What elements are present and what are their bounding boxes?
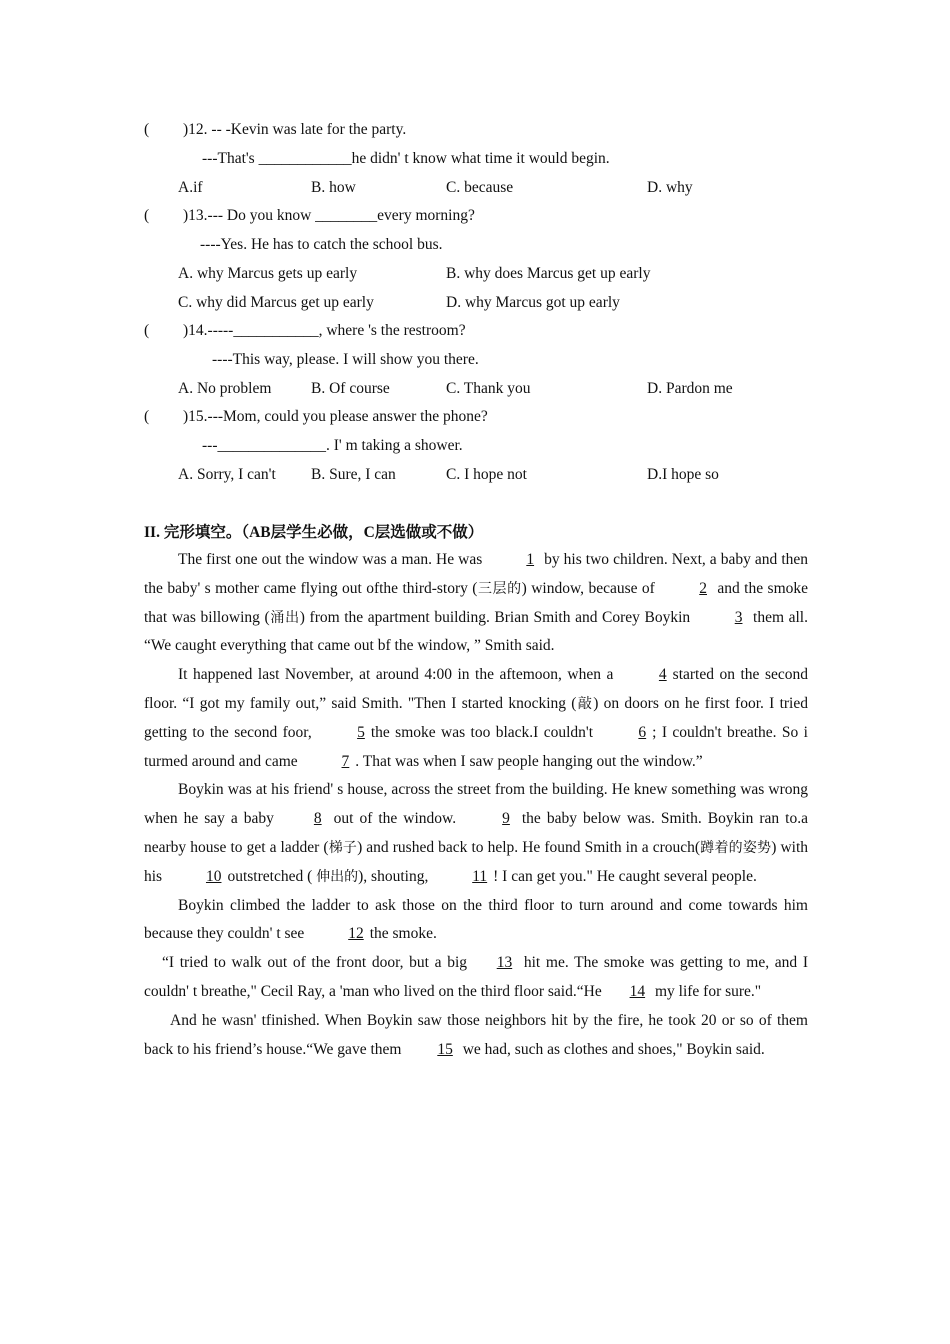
blank-5: 5 xyxy=(357,723,365,741)
paragraph-4: Boykin climbed the ladder to ask those on the third floor to turn around and come towards him because they couldn' t see 12 the smoke. xyxy=(144,892,808,950)
paragraph-3: Boykin was at his friend' s house, across the street from the building. He knew something was wrong when he say a baby 8 out of the window. 9 the baby below was. Smith. Boykin ran to.a nearby house to get a ladder (梯子) and rushed back to help. He found Smith in a crouch(蹲着的姿势) with his 10 outstretched ( 伸出的), shouting, 11 ! I can get you." He caught several people. xyxy=(144,776,808,891)
question-reply: ----Yes. He has to catch the school bus. xyxy=(200,236,443,253)
paragraph-5: “I tried to walk out of the front door, but a big 13 hit me. The smoke was getting to me, and I couldn' t breathe," Cecil Ray, a 'man who lived on the third floor said.“He 14 my life for sure." xyxy=(144,949,808,1007)
blank-14: 14 xyxy=(629,982,646,1000)
paragraph-6: And he wasn' tfinished. When Boykin saw those neighbors hit by the fire, he took 20 or so of them back to his friend’s house.“We gave them 15 we had, such as clothes and shoes," Boykin said. xyxy=(144,1007,808,1065)
blank-9: 9 xyxy=(502,810,510,828)
blank-13: 13 xyxy=(496,954,513,972)
option-c: C. I hope not xyxy=(446,466,527,483)
blank-2: 2 xyxy=(699,579,707,597)
answer-paren: ( xyxy=(144,207,150,224)
option-c: C. Thank you xyxy=(446,380,531,397)
option-a: A.if xyxy=(178,179,203,196)
option-d: D. why Marcus got up early xyxy=(446,294,620,311)
question-stem: )14.-----___________, where 's the restroom? xyxy=(183,322,466,339)
blank-6: 6 xyxy=(638,723,647,741)
question-reply: ---______________. I' m taking a shower. xyxy=(202,437,463,454)
option-b: B. how xyxy=(311,179,356,196)
question-stem: )13.--- Do you know ________every morning? xyxy=(183,207,475,224)
option-d: D. why xyxy=(647,179,693,196)
cloze-passage xyxy=(144,546,808,1064)
option-d: D. Pardon me xyxy=(647,380,733,397)
section-heading: II. 完形填空。（AB层学生必做，C层选做或不做） xyxy=(144,524,484,541)
option-a: A. No problem xyxy=(178,380,272,397)
blank-10: 10 xyxy=(205,867,222,885)
blank-12: 12 xyxy=(348,925,364,943)
blank-8: 8 xyxy=(313,810,322,828)
blank-4: 4 xyxy=(658,666,667,684)
option-b: B. Of course xyxy=(311,380,390,397)
question-reply: ----This way, please. I will show you there. xyxy=(212,351,479,368)
answer-paren: ( xyxy=(144,322,150,339)
question-stem: )15.---Mom, could you please answer the phone? xyxy=(183,408,488,425)
blank-7: 7 xyxy=(341,752,350,770)
option-b: B. Sure, I can xyxy=(311,466,396,483)
option-b: B. why does Marcus get up early xyxy=(446,265,651,282)
option-a: A. Sorry, I can't xyxy=(178,466,276,483)
question-stem: )12. -- -Kevin was late for the party. xyxy=(183,121,407,138)
blank-3: 3 xyxy=(734,608,743,626)
paragraph-1: The first one out the window was a man. He was 1 by his two children. Next, a baby and then the baby' s mother came flying out ofthe third-story (三层的) window, because of 2 and the smoke that was billowing (涌出) from the apartment building. Brian Smith and Corey Boykin 3 them all. “We caught everything that came out bf the window, ” Smith said. xyxy=(144,546,808,661)
paragraph-2: It happened last November, at around 4:00 in the aftemoon, when a 4 started on the second floor. “I got my family out,” said Smith. "Then I started knocking (敲) on doors on he first foor. I tried getting to the second foor, 5 the smoke was too black.I couldn't 6 ; I couldn't breathe. So i turmed around and came 7 . That was when I saw people hanging out the window.” xyxy=(144,661,808,776)
question-reply: ---That's ____________he didn' t know what time it would begin. xyxy=(202,150,610,167)
blank-11: 11 xyxy=(472,867,488,885)
blank-15: 15 xyxy=(437,1040,453,1058)
answer-paren: ( xyxy=(144,121,150,138)
answer-paren: ( xyxy=(144,408,150,425)
option-a: A. why Marcus gets up early xyxy=(178,265,358,282)
option-c: C. why did Marcus get up early xyxy=(178,294,374,311)
option-d: D.I hope so xyxy=(647,466,719,483)
option-c: C. because xyxy=(446,179,514,196)
blank-1: 1 xyxy=(526,551,535,568)
